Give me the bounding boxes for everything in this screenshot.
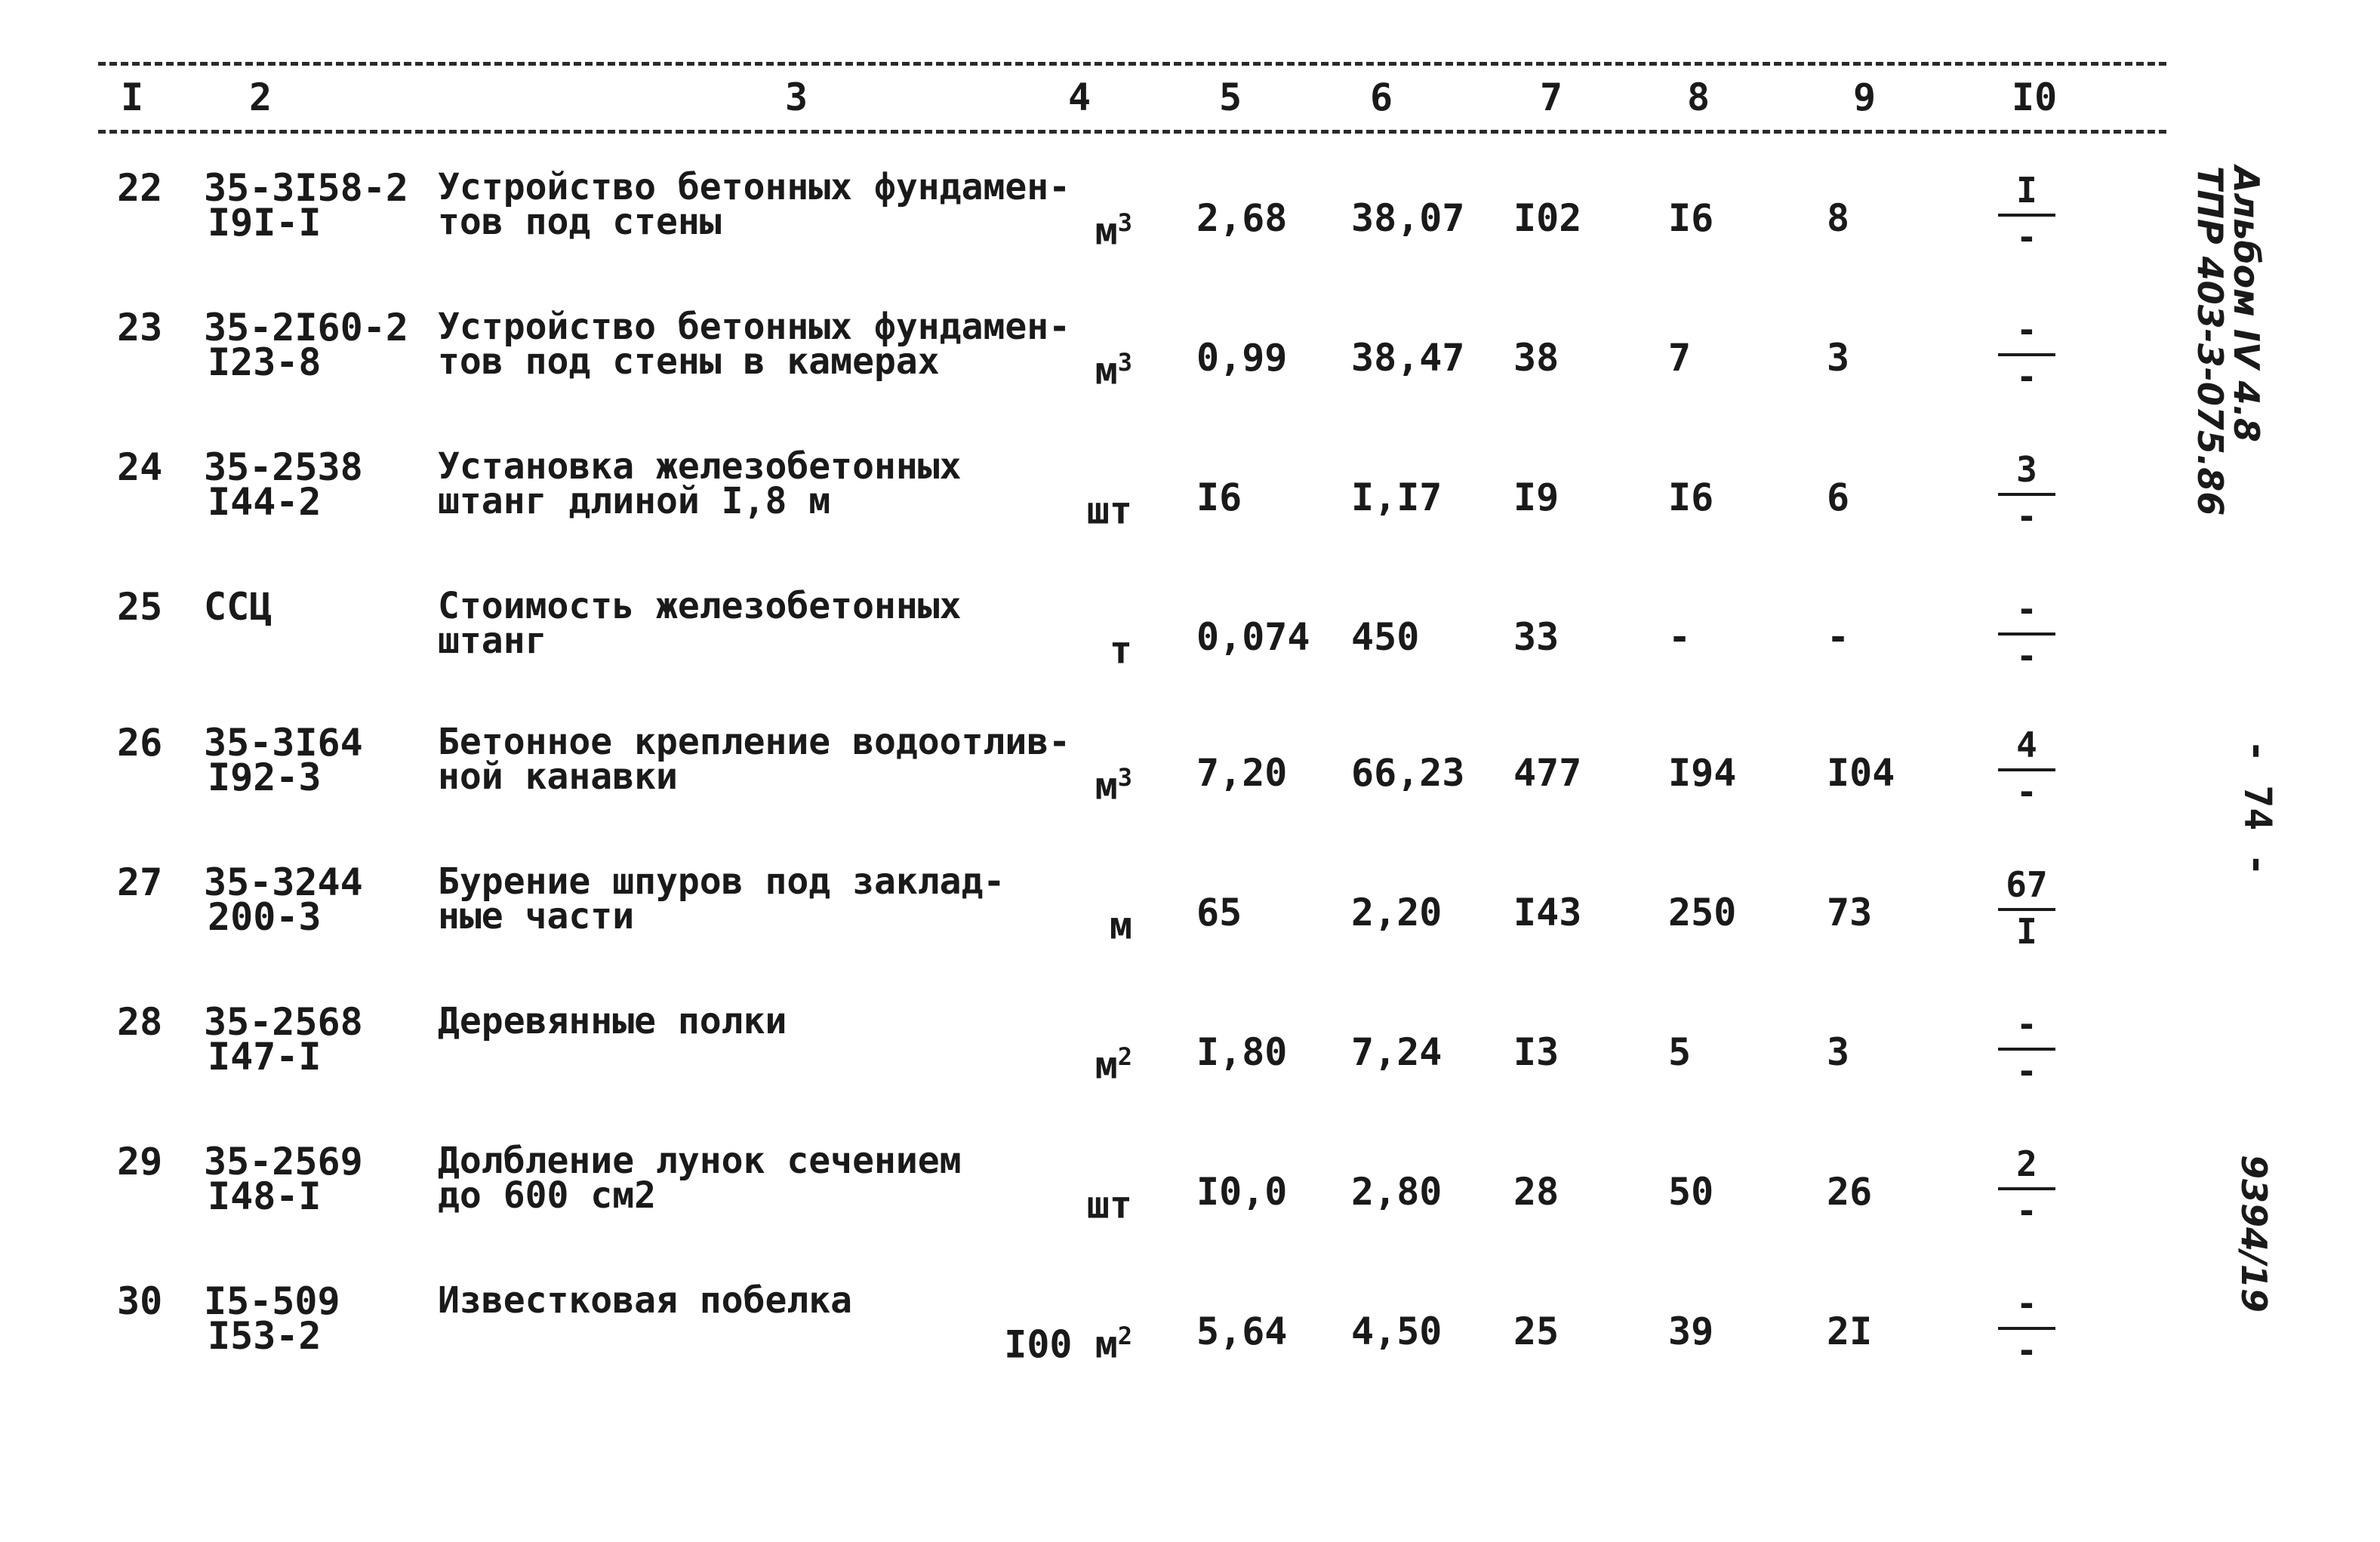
labor-numerator: - — [2016, 1283, 2037, 1324]
unit-of-measure — [1095, 759, 1132, 808]
machine-cost: 2I — [1827, 1310, 1873, 1353]
unit-text: м — [1109, 903, 1132, 948]
col-header-5: 5 — [1219, 75, 1242, 119]
machine-cost: 6 — [1827, 476, 1850, 519]
row-number: 27 — [117, 860, 163, 904]
machine-cost: 73 — [1827, 891, 1873, 934]
quantity: 65 — [1196, 891, 1242, 934]
rate-code: 35-2538 — [204, 445, 363, 489]
table-row — [0, 166, 2189, 306]
unit-cost: I,I7 — [1351, 476, 1442, 519]
labor-numerator: - — [2016, 1004, 2037, 1045]
row-number: 23 — [117, 306, 163, 349]
quantity: I6 — [1196, 476, 1242, 519]
col-header-3: 3 — [785, 75, 808, 119]
unit-cost: 4,50 — [1351, 1310, 1442, 1353]
description-line-2: тов под стены в камерах — [438, 340, 940, 383]
unit-cost: 450 — [1351, 615, 1420, 659]
wages: 39 — [1668, 1310, 1714, 1353]
labor-numerator: 2 — [2016, 1143, 2037, 1184]
machine-cost: 26 — [1827, 1170, 1873, 1214]
total-cost: 38 — [1513, 336, 1559, 380]
description-line-1: Устройство бетонных фундамен- — [438, 166, 1071, 208]
rate-code: I5-509 — [204, 1279, 340, 1323]
header-top-rule — [98, 62, 2166, 66]
unit-text: м — [1095, 1043, 1118, 1088]
unit-text: I00 м — [1004, 1322, 1118, 1367]
description-line-2: штанг длиной I,8 м — [438, 480, 831, 522]
unit-text: шт — [1086, 488, 1132, 533]
album-line-2: ТПР 403-3-075.86 — [2190, 166, 2231, 516]
table-row — [0, 1000, 2189, 1140]
unit-cost: 7,24 — [1351, 1030, 1442, 1074]
unit-text: т — [1109, 628, 1132, 673]
row-number: 25 — [117, 585, 163, 629]
col-header-4: 4 — [1068, 75, 1091, 119]
labor-denominator: I — [2016, 911, 2037, 952]
album-line-1: Альбом IV 4.8 — [2226, 166, 2267, 442]
labor-numerator: - — [2016, 309, 2037, 350]
row-number: 26 — [117, 721, 163, 765]
row-number: 22 — [117, 166, 163, 210]
rate-subcode: I23-8 — [208, 340, 322, 384]
machine-cost: 3 — [1827, 336, 1850, 380]
document-number-text: 9394/19 — [2234, 1155, 2274, 1313]
labor-denominator: - — [2016, 1051, 2037, 1091]
row-number: 29 — [117, 1140, 163, 1183]
rate-code: 35-3I64 — [204, 721, 363, 765]
machine-cost: I04 — [1827, 751, 1895, 795]
rate-subcode: I9I-I — [208, 201, 322, 245]
document-number — [2236, 1155, 2272, 1313]
labor-numerator: 67 — [2006, 864, 2048, 905]
unit-cost: 38,07 — [1351, 196, 1465, 240]
col-header-8: 8 — [1687, 75, 1710, 119]
wages: 50 — [1668, 1170, 1714, 1214]
description-line-2: до 600 см2 — [438, 1174, 656, 1217]
unit-exponent: 3 — [1117, 208, 1132, 237]
labor-fraction — [1993, 309, 2061, 397]
unit-of-measure — [1095, 205, 1132, 254]
unit-of-measure — [1109, 623, 1132, 673]
description-line-1: Устройство бетонных фундамен- — [438, 306, 1071, 348]
rate-subcode: 200-3 — [208, 895, 322, 939]
total-cost: I3 — [1513, 1030, 1559, 1074]
rate-subcode: I47-I — [208, 1035, 322, 1079]
total-cost: 477 — [1513, 751, 1582, 795]
unit-of-measure — [1109, 899, 1132, 948]
quantity: 5,64 — [1196, 1310, 1288, 1353]
rate-subcode: I53-2 — [208, 1314, 322, 1358]
col-header-7: 7 — [1540, 75, 1563, 119]
rate-subcode: I44-2 — [208, 480, 322, 524]
total-cost: 25 — [1513, 1310, 1559, 1353]
unit-of-measure — [1086, 1178, 1132, 1227]
table-row — [0, 585, 2189, 725]
description-line-2: ные части — [438, 895, 635, 937]
rate-code: 35-2568 — [204, 1000, 363, 1044]
description-line-2: штанг — [438, 620, 547, 662]
labor-fraction — [1993, 1004, 2061, 1091]
unit-text: м — [1095, 209, 1118, 254]
machine-cost: 3 — [1827, 1030, 1850, 1074]
rate-code: 35-3244 — [204, 860, 363, 904]
row-number: 24 — [117, 445, 163, 489]
wages: 7 — [1668, 336, 1692, 380]
total-cost: I02 — [1513, 196, 1582, 240]
description-line-2: тов под стены — [438, 201, 722, 243]
quantity: 0,074 — [1196, 615, 1310, 659]
labor-denominator: - — [2016, 636, 2037, 676]
table-row — [0, 1279, 2189, 1419]
labor-fraction — [1993, 1143, 2061, 1231]
labor-denominator: - — [2016, 496, 2037, 537]
col-header-6: 6 — [1370, 75, 1393, 119]
description-line-1: Бетонное крепление водоотлив- — [438, 721, 1071, 763]
col-header-9: 9 — [1853, 75, 1877, 119]
rate-code: 35-2569 — [204, 1140, 363, 1183]
unit-cost: 38,47 — [1351, 336, 1465, 380]
rate-subcode: I48-I — [208, 1174, 322, 1218]
wages: I6 — [1668, 476, 1714, 519]
labor-numerator: 3 — [2016, 449, 2037, 490]
header-bottom-rule — [98, 130, 2166, 134]
labor-numerator: 4 — [2016, 725, 2037, 765]
col-header-1: I — [121, 75, 144, 119]
description-line-1: Бурение шпуров под заклад- — [438, 860, 1005, 903]
total-cost: I9 — [1513, 476, 1559, 519]
row-number: 30 — [117, 1279, 163, 1323]
machine-cost: 8 — [1827, 196, 1850, 240]
labor-denominator: - — [2016, 1190, 2037, 1231]
unit-exponent: 2 — [1117, 1322, 1132, 1350]
unit-text: шт — [1086, 1183, 1132, 1227]
labor-denominator: - — [2016, 217, 2037, 257]
unit-exponent: 3 — [1117, 348, 1132, 377]
total-cost: 33 — [1513, 615, 1559, 659]
album-label — [2192, 166, 2265, 516]
unit-text: м — [1095, 349, 1118, 393]
wages: I6 — [1668, 196, 1714, 240]
quantity: 2,68 — [1196, 196, 1288, 240]
total-cost: I43 — [1513, 891, 1582, 934]
unit-cost: 2,80 — [1351, 1170, 1442, 1214]
labor-numerator: I — [2016, 170, 2037, 211]
wages: - — [1668, 615, 1692, 659]
labor-denominator: - — [2016, 1330, 2037, 1371]
row-number: 28 — [117, 1000, 163, 1044]
description-line-1: Известковая побелка — [438, 1279, 853, 1322]
rate-subcode: I92-3 — [208, 756, 322, 799]
labor-fraction — [1993, 170, 2061, 257]
page-number: - 74 - — [2236, 740, 2280, 876]
labor-fraction — [1993, 725, 2061, 812]
description-line-2: ной канавки — [438, 756, 678, 798]
labor-fraction — [1993, 589, 2061, 676]
labor-fraction — [1993, 449, 2061, 537]
unit-cost: 2,20 — [1351, 891, 1442, 934]
quantity: I0,0 — [1196, 1170, 1288, 1214]
labor-denominator: - — [2016, 771, 2037, 812]
wages: 250 — [1668, 891, 1737, 934]
unit-of-measure — [1086, 484, 1132, 533]
wages: 5 — [1668, 1030, 1692, 1074]
labor-fraction — [1993, 1283, 2061, 1371]
description-line-1: Установка железобетонных — [438, 445, 962, 488]
machine-cost: - — [1827, 615, 1850, 659]
col-header-2: 2 — [249, 75, 272, 119]
quantity: I,80 — [1196, 1030, 1288, 1074]
unit-exponent: 2 — [1117, 1042, 1132, 1071]
rate-code: ССЦ — [204, 585, 272, 629]
table-row — [0, 860, 2189, 1000]
labor-denominator: - — [2016, 356, 2037, 397]
description-line-1: Деревянные полки — [438, 1000, 787, 1042]
table-row — [0, 1140, 2189, 1279]
table-row — [0, 721, 2189, 860]
col-header-10: I0 — [2012, 75, 2058, 119]
labor-numerator: - — [2016, 589, 2037, 629]
total-cost: 28 — [1513, 1170, 1559, 1214]
description-line-1: Долбление лунок сечением — [438, 1140, 962, 1182]
rate-code: 35-2I60-2 — [204, 306, 408, 349]
unit-of-measure — [1095, 1039, 1132, 1088]
unit-text: м — [1095, 764, 1118, 808]
rate-code: 35-3I58-2 — [204, 166, 408, 210]
unit-of-measure — [1095, 344, 1132, 393]
quantity: 7,20 — [1196, 751, 1288, 795]
wages: I94 — [1668, 751, 1737, 795]
description-line-1: Стоимость железобетонных — [438, 585, 962, 627]
quantity: 0,99 — [1196, 336, 1288, 380]
unit-cost: 66,23 — [1351, 751, 1465, 795]
table-row — [0, 306, 2189, 445]
unit-exponent: 3 — [1117, 763, 1132, 792]
table-row — [0, 445, 2189, 585]
labor-fraction — [1993, 864, 2061, 952]
unit-of-measure — [1004, 1318, 1132, 1367]
